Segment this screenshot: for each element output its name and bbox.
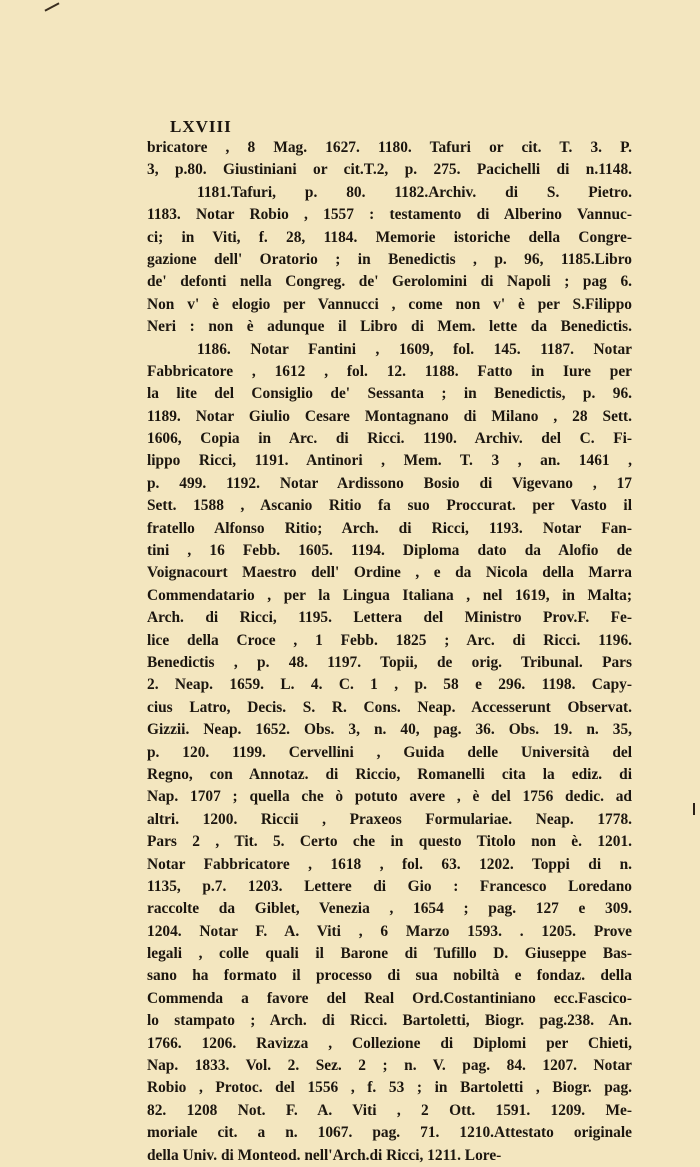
text-line: 1189. Notar Giulio Cesare Montagnano di Milano , 28 Sett. xyxy=(147,407,632,425)
text-line: Fabbricatore , 1612 , fol. 12. 1188. Fatto in Iure per xyxy=(147,362,632,380)
text-line: Benedictis , p. 48. 1197. Topii, de orig. Tribunal. Pars xyxy=(147,653,632,671)
text-line: Regno, con Annotaz. di Riccio, Romanelli cita la ediz. di xyxy=(147,765,632,783)
text-line: Non v' è elogio per Vannucci , come non v' è per S.Filippo xyxy=(147,295,632,313)
edge-ink-mark xyxy=(693,803,695,815)
text-line: Pars 2 , Tit. 5. Certo che in questo Titolo non è. 1201. xyxy=(147,833,632,851)
text-line: de' defonti nella Congreg. de' Gerolomini di Napoli ; pag 6. xyxy=(147,273,632,291)
text-line: Neri : non è adunque il Libro di Mem. lette da Benedictis. xyxy=(147,318,632,336)
text-line: 1606, Copia in Arc. di Ricci. 1190. Archiv. del C. Fi- xyxy=(147,430,632,448)
text-line: ci; in Viti, f. 28, 1184. Memorie istoriche della Congre- xyxy=(147,228,632,246)
text-line: 3, p.80. Giustiniani or cit.T.2, p. 275. Pacichelli di n.1148. xyxy=(147,161,632,179)
text-line: p. 120. 1199. Cervellini , Guida delle Università del xyxy=(147,743,632,761)
text-line: 1135, p.7. 1203. Lettere di Gio : Francesco Loredano xyxy=(147,877,632,895)
text-line: Notar Fabbricatore , 1618 , fol. 63. 1202. Toppi di n. xyxy=(147,855,632,873)
text-line: 1186. Notar Fantini , 1609, fol. 145. 1187. Notar xyxy=(197,340,632,358)
text-line: 82. 1208 Not. F. A. Viti , 2 Ott. 1591. 1209. Me- xyxy=(147,1101,632,1119)
text-line: 2. Neap. 1659. L. 4. C. 1 , p. 58 e 296. 1198. Capy- xyxy=(147,676,632,694)
text-line: 1766. 1206. Ravizza , Collezione di Diplomi per Chieti, xyxy=(147,1034,632,1052)
text-line: altri. 1200. Riccii , Praxeos Formulariae. Neap. 1778. xyxy=(147,810,632,828)
text-line: Robio , Protoc. del 1556 , f. 53 ; in Bartoletti , Biogr. pag. xyxy=(147,1079,632,1097)
text-line: lippo Ricci, 1191. Antinori , Mem. T. 3 , an. 1461 , xyxy=(147,452,632,470)
text-line: sano ha formato il processo di sua nobiltà e fondaz. della xyxy=(147,967,632,985)
text-line: 1204. Notar F. A. Viti , 6 Marzo 1593. . 1205. Prove xyxy=(147,922,632,940)
text-line: p. 499. 1192. Notar Ardissono Bosio di Vigevano , 17 xyxy=(147,474,632,492)
text-line: Sett. 1588 , Ascanio Ritio fa suo Proccurat. per Vasto il xyxy=(147,497,632,515)
text-line: la lite del Consiglio de' Sessanta ; in Benedictis, p. 96. xyxy=(147,385,632,403)
page-number: LXVIII xyxy=(170,117,232,136)
text-line: Commendatario , per la Lingua Italiana , nel 1619, in Malta; xyxy=(147,586,632,604)
text-line: moriale cit. a n. 1067. pag. 71. 1210.Attestato originale xyxy=(147,1124,632,1142)
text-line: Commenda a favore del Real Ord.Costantiniano ecc.Fascico- xyxy=(147,989,632,1007)
text-line: 1181.Tafuri, p. 80. 1182.Archiv. di S. Pietro. xyxy=(197,183,632,201)
text-line: Gizzii. Neap. 1652. Obs. 3, n. 40, pag. 36. Obs. 19. n. 35, xyxy=(147,721,632,739)
corner-ink-mark xyxy=(44,2,59,11)
text-line: fratello Alfonso Ritio; Arch. di Ricci, 1193. Notar Fan- xyxy=(147,519,632,537)
text-line: gazione dell' Oratorio ; in Benedictis , p. 96, 1185.Libro xyxy=(147,250,632,268)
text-line: legali , colle quali il Barone di Tufillo D. Giuseppe Bas- xyxy=(147,945,632,963)
text-line: lice della Croce , 1 Febb. 1825 ; Arc. di Ricci. 1196. xyxy=(147,631,632,649)
text-line: della Univ. di Monteod. nell'Arch.di Ricci, 1211. Lore- xyxy=(147,1146,502,1164)
text-line: cius Latro, Decis. S. R. Cons. Neap. Accesserunt Observat. xyxy=(147,698,632,716)
notes-text-block xyxy=(147,137,632,1167)
text-line: Voignacourt Maestro dell' Ordine , e da Nicola della Marra xyxy=(147,564,632,582)
text-line: lo stampato ; Arch. di Ricci. Bartoletti, Biogr. pag.238. An. xyxy=(147,1012,632,1030)
text-line: 1183. Notar Robio , 1557 : testamento di Alberino Vannuc- xyxy=(147,206,632,224)
text-line: tini , 16 Febb. 1605. 1194. Diploma dato da Alofio de xyxy=(147,542,632,560)
text-line: Arch. di Ricci, 1195. Lettera del Ministro Prov.F. Fe- xyxy=(147,609,632,627)
text-line: Nap. 1833. Vol. 2. Sez. 2 ; n. V. pag. 84. 1207. Notar xyxy=(147,1057,632,1075)
text-line: Nap. 1707 ; quella che ò potuto avere , è del 1756 dedic. ad xyxy=(147,788,632,806)
text-line: bricatore , 8 Mag. 1627. 1180. Tafuri or cit. T. 3. P. xyxy=(147,139,632,156)
text-line: raccolte da Giblet, Venezia , 1654 ; pag. 127 e 309. xyxy=(147,900,632,918)
